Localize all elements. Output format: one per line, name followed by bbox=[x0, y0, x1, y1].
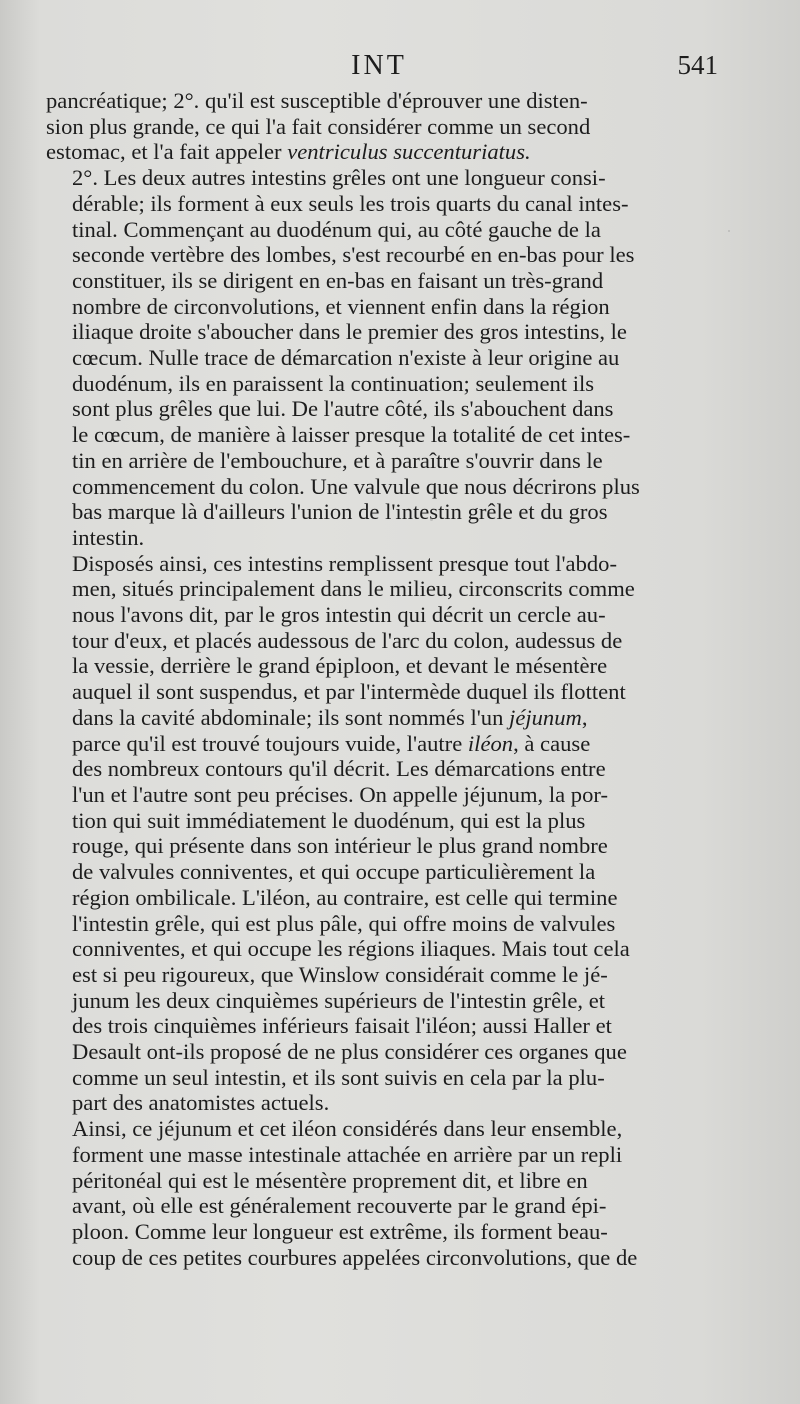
text-line: iliaque droite s'aboucher dans le premier des gros intestins, le bbox=[72, 319, 627, 345]
text-line: coup de ces petites courbures appelées circonvolutions, que de bbox=[72, 1244, 638, 1270]
text-line: Disposés ainsi, ces intestins remplissent presque tout l'abdo- bbox=[72, 550, 617, 576]
text-line: pancréatique; 2°. qu'il est susceptible d'éprouver une disten- bbox=[46, 88, 588, 113]
text-line: auquel il sont suspendus, et par l'intermède duquel ils flottent bbox=[72, 679, 626, 705]
page-body bbox=[46, 88, 710, 1270]
text-line: dérable; ils forment à eux seuls les trois quarts du canal intes- bbox=[72, 190, 629, 216]
text-line: l'un et l'autre sont peu précises. On appelle jéjunum, la por- bbox=[72, 781, 608, 807]
text-line: tinal. Commençant au duodénum qui, au côté gauche de la bbox=[72, 216, 601, 242]
paragraph-1 bbox=[46, 88, 710, 165]
text-line: de valvules conniventes, et qui occupe particulièrement la bbox=[72, 859, 596, 885]
text-line: forment une masse intestinale attachée en arrière par un repli bbox=[72, 1141, 623, 1167]
text-line: seconde vertèbre des lombes, s'est recourbé en en-bas pour les bbox=[72, 242, 635, 268]
text-line: duodénum, ils en paraissent la continuation; seulement ils bbox=[72, 370, 595, 396]
text-line: avant, où elle est généralement recouverte par le grand épi- bbox=[72, 1193, 607, 1219]
page-number: 541 bbox=[677, 50, 718, 80]
text-line: est si peu rigoureux, que Winslow considérait comme le jé- bbox=[72, 961, 608, 987]
paper-speck bbox=[728, 230, 730, 232]
text-line: nous l'avons dit, par le gros intestin qui décrit un cercle au- bbox=[72, 602, 606, 628]
text-line: commencement du colon. Une valvule que nous décrirons plus bbox=[72, 473, 640, 499]
text-line: part des anatomistes actuels. bbox=[72, 1090, 330, 1116]
text-line: nombre de circonvolutions, et viennent enfin dans la région bbox=[72, 293, 610, 319]
italic-term-jejunum: jéjunum bbox=[509, 704, 582, 730]
text-line: tin en arrière de l'embouchure, et à paraître s'ouvrir dans le bbox=[72, 447, 603, 473]
italic-term-ileon: iléon bbox=[467, 730, 514, 756]
text-line: des nombreux contours qu'il décrit. Les démarcations entre bbox=[72, 756, 606, 782]
text-line: ploon. Comme leur longueur est extrême, ils forment beau- bbox=[72, 1218, 608, 1244]
text-line: junum les deux cinquièmes supérieurs de l'intestin grêle, et bbox=[72, 987, 606, 1013]
text-line: l'intestin grêle, qui est plus pâle, qui offre moins de valvules bbox=[72, 910, 616, 936]
text-line: 2°. Les deux autres intestins grêles ont une longueur consi- bbox=[72, 165, 606, 191]
text-line: constituer, ils se dirigent en en-bas en faisant un très-grand bbox=[72, 267, 604, 293]
paragraph-2 bbox=[46, 165, 710, 551]
text-line: tion qui suit immédiatement le duodénum, qui est la plus bbox=[72, 807, 586, 833]
text-line: le cœcum, de manière à laisser presque la totalité de cet intes- bbox=[72, 422, 631, 448]
text-line: rouge, qui présente dans son intérieur le plus grand nombre bbox=[72, 833, 608, 859]
text-line: conniventes, et qui occupe les régions iliaques. Mais tout cela bbox=[72, 936, 630, 962]
text-line: Desault ont-ils proposé de ne plus considérer ces organes que bbox=[72, 1039, 627, 1065]
text-line: péritonéal qui est le mésentère proprement dit, et libre en bbox=[72, 1167, 588, 1193]
text-line: cœcum. Nulle trace de démarcation n'existe à leur origine au bbox=[72, 345, 620, 371]
text-line: dans la cavité abdominale; ils sont nommés l'un jéjunum, bbox=[72, 704, 588, 730]
text-line: comme un seul intestin, et ils sont suivis en cela par la plu- bbox=[72, 1064, 605, 1090]
italic-term: ventriculus succenturiatus. bbox=[287, 139, 531, 165]
text-line: men, situés principalement dans le milieu, circonscrits comme bbox=[72, 576, 635, 602]
text-line: Ainsi, ce jéjunum et cet iléon considérés dans leur ensemble, bbox=[72, 1116, 623, 1142]
paper-speck bbox=[430, 518, 433, 521]
text-line: estomac, et l'a fait appeler ventriculus succenturiatus. bbox=[46, 139, 531, 165]
text-line: parce qu'il est trouvé toujours vuide, l'autre iléon, à cause bbox=[72, 730, 591, 756]
page-header bbox=[46, 48, 718, 88]
text-line: région ombilicale. L'iléon, au contraire, est celle qui termine bbox=[72, 884, 618, 910]
running-head: INT bbox=[351, 50, 407, 81]
text-line: bas marque là d'ailleurs l'union de l'intestin grêle et du gros bbox=[72, 499, 608, 525]
text-line: intestin. bbox=[72, 524, 145, 550]
paragraph-3 bbox=[46, 551, 710, 1116]
paragraph-4 bbox=[46, 1116, 710, 1270]
text-line: sion plus grande, ce qui l'a fait considérer comme un second bbox=[46, 113, 591, 139]
text-line: sont plus grêles que lui. De l'autre côté, ils s'abouchent dans bbox=[72, 396, 614, 422]
text-line: tour d'eux, et placés audessous de l'arc du colon, audessus de bbox=[72, 627, 623, 653]
text-line: la vessie, derrière le grand épiploon, et devant le mésentère bbox=[72, 653, 608, 679]
text-line: des trois cinquièmes inférieurs faisait l'iléon; aussi Haller et bbox=[72, 1013, 612, 1039]
